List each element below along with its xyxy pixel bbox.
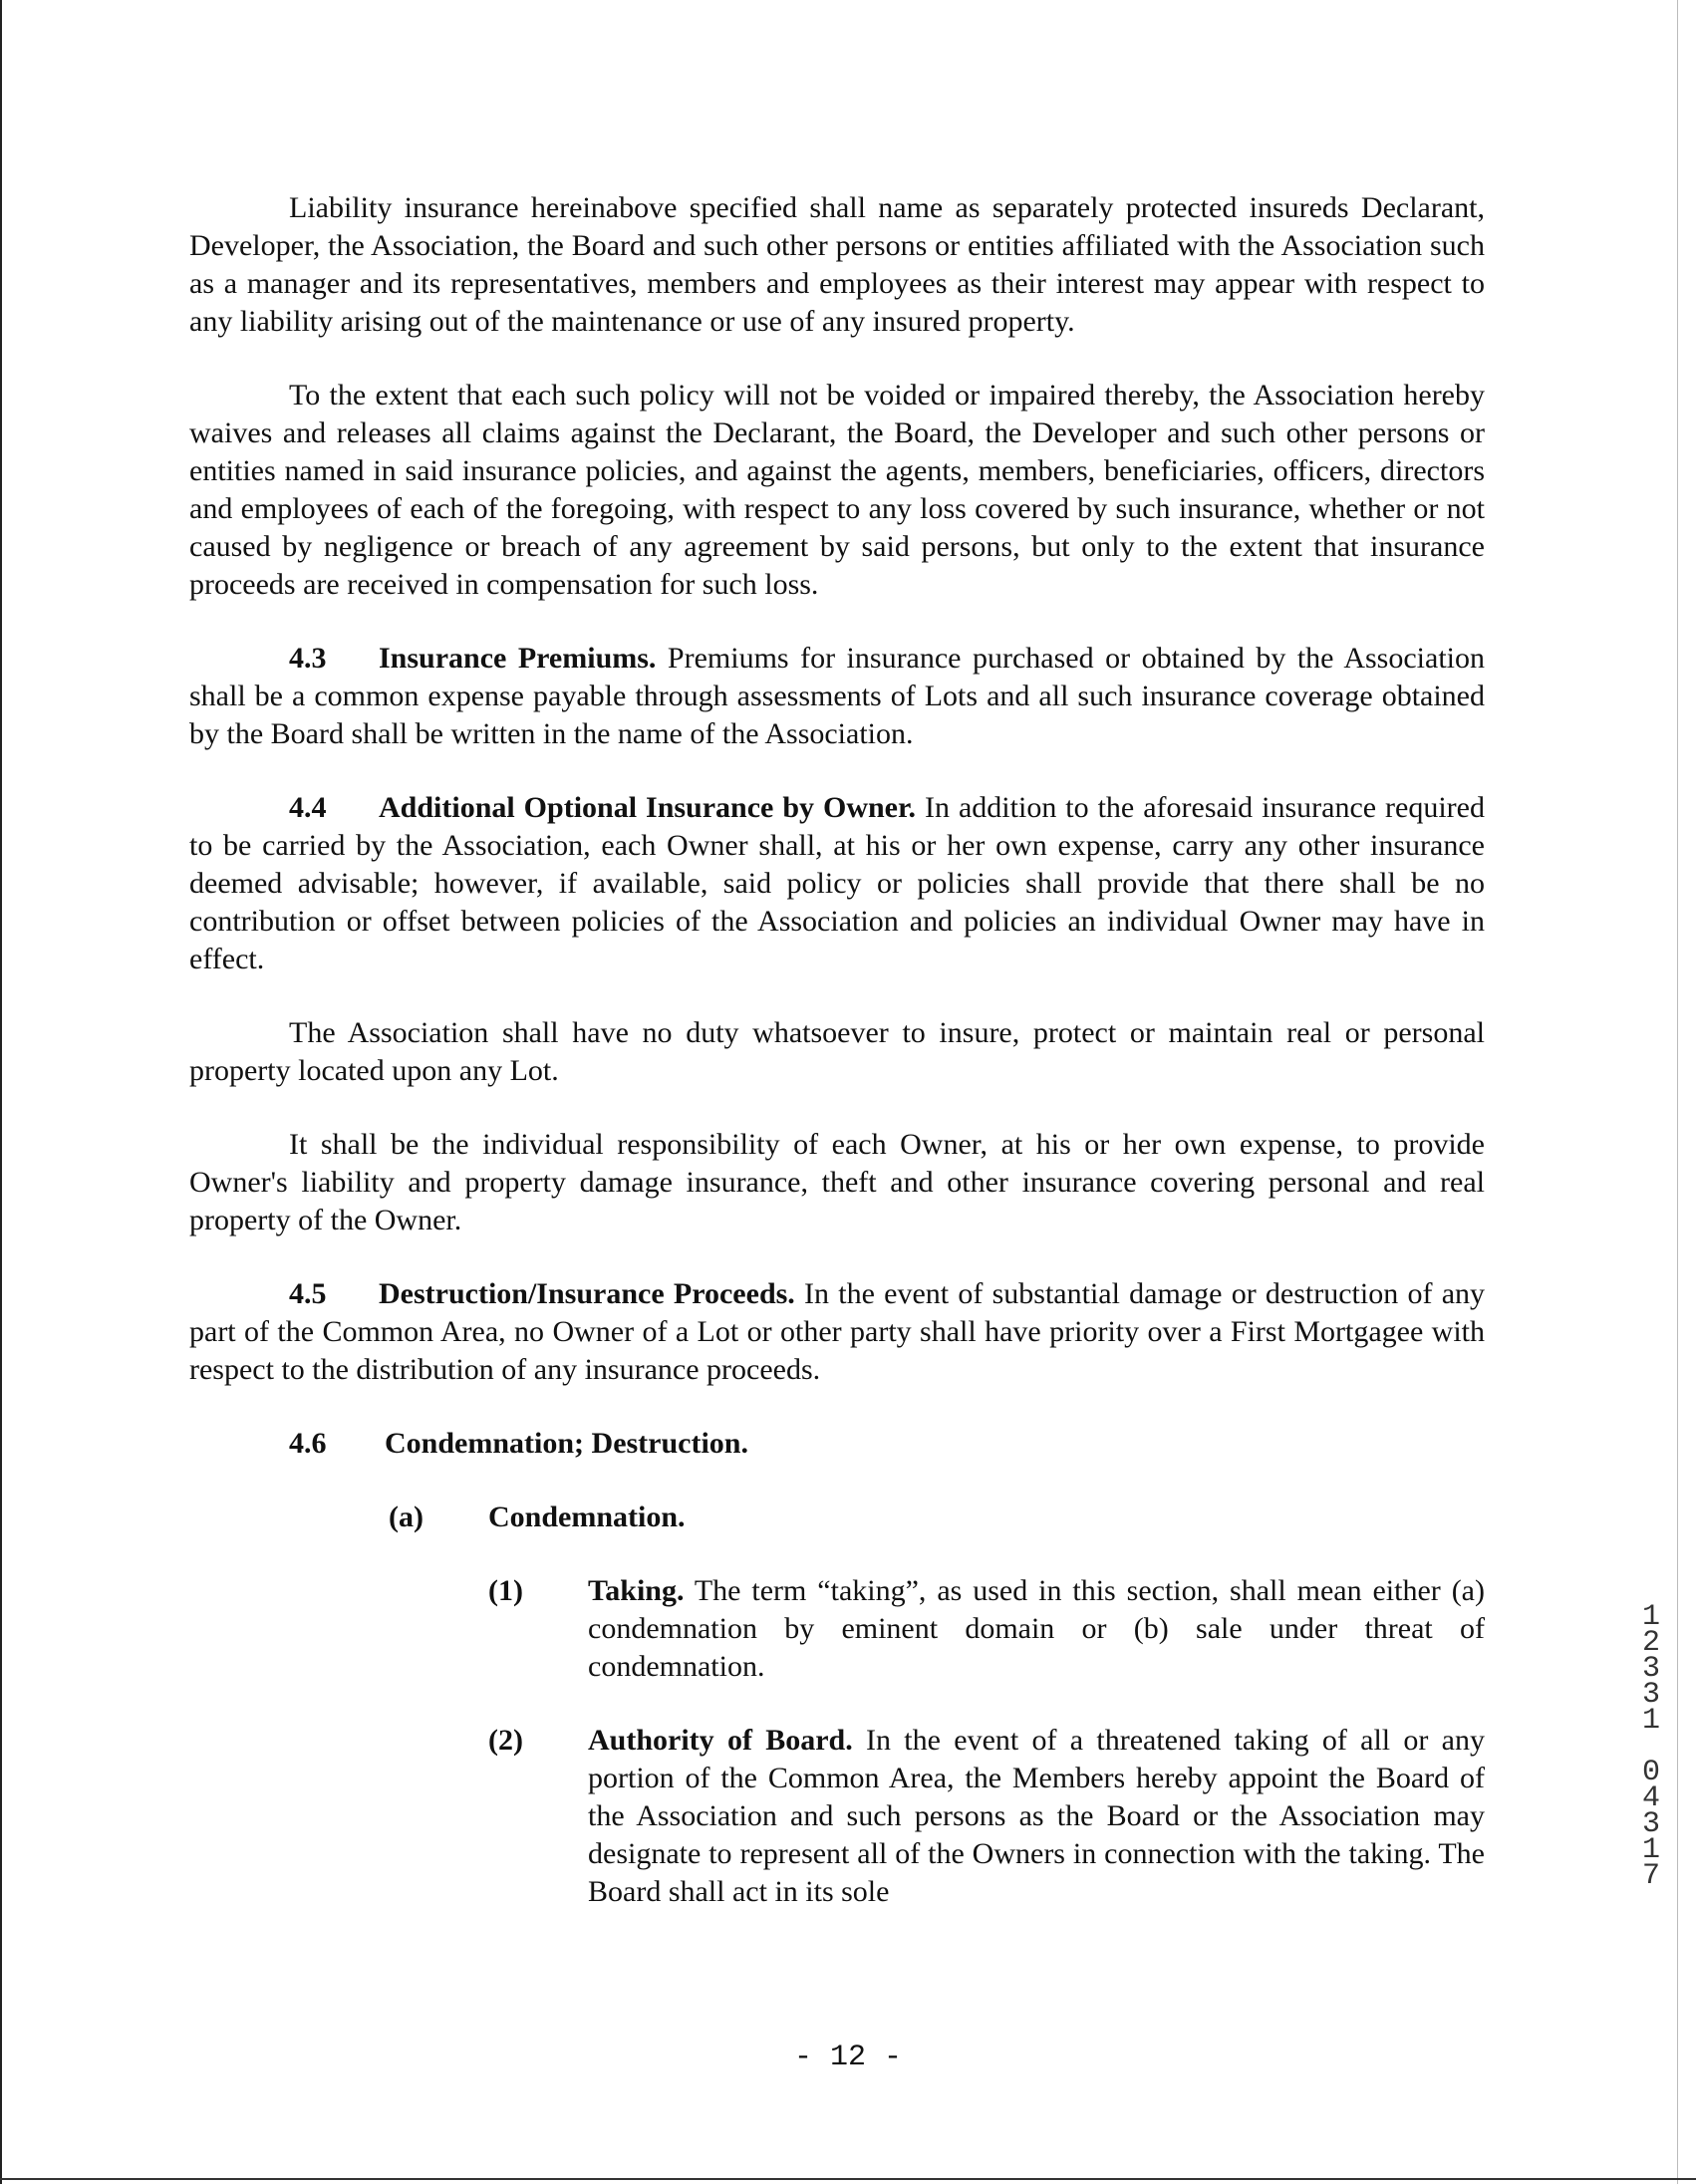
- section-number: 4.5: [289, 1277, 327, 1310]
- recording-digit: 3: [1641, 1652, 1660, 1686]
- subsection-a-heading: [389, 1499, 1485, 1536]
- recording-digit: 0: [1641, 1756, 1660, 1789]
- recording-digit: 3: [1641, 1678, 1660, 1712]
- section-number: 4.6: [289, 1427, 327, 1460]
- item-body: The term “taking”, as used in this section, shall mean either (a) condemnation by eminent domain or (b) sale under threat of condemnation.: [588, 1574, 1485, 1683]
- recording-digit: 3: [1641, 1807, 1660, 1841]
- paragraph-liability-insurance: Liability insurance hereinabove specified shall name as separately protected insureds Declarant, Developer, the Association, the Board and such other persons or entities affiliated with the Association such as a manager and its representatives, members and employees as their interest may appear with respect to any liability arising out of the maintenance or use of any insured property.: [189, 191, 1485, 338]
- recording-number: [1634, 1600, 1668, 1893]
- recording-digit: 1: [1641, 1600, 1660, 1634]
- section-4-5: [189, 1275, 1485, 1389]
- item-taking: [488, 1572, 1485, 1686]
- paragraph-no-duty: The Association shall have no duty whatsoever to insure, protect or maintain real or personal property located upon any Lot.: [189, 1016, 1485, 1087]
- subsection-title: Condemnation.: [488, 1501, 686, 1533]
- item-title: Authority of Board.: [588, 1724, 853, 1757]
- section-body: Premiums for insurance purchased or obtained by the Association shall be a common expense payable through assessments of Lots and all such insurance coverage obtained by the Board shall be written in the name of the Association.: [189, 642, 1485, 750]
- item-authority-of-board: [488, 1722, 1485, 1911]
- section-4-6-heading: [289, 1425, 1485, 1463]
- recording-digit: 2: [1641, 1626, 1660, 1660]
- recording-digit: 4: [1641, 1781, 1660, 1815]
- section-title: Insurance Premiums.: [379, 642, 657, 675]
- section-number: 4.3: [289, 642, 327, 675]
- section-4-3: [189, 640, 1485, 753]
- paragraph-owner-responsibility: It shall be the individual responsibility of each Owner, at his or her own expense, to provide Owner's liability and property damage insurance, theft and other insurance covering personal and real property of the Owner.: [189, 1128, 1485, 1236]
- item-label: (2): [488, 1724, 523, 1757]
- scan-edge-left: [0, 0, 2, 2184]
- page-number: - 12 -: [793, 2041, 903, 2074]
- recording-digit: 7: [1641, 1859, 1660, 1893]
- item-body: In the event of a threatened taking of all or any portion of the Common Area, the Members hereby appoint the Board of the Association and such persons as the Board or the Association may designate to represent all of the Owners in connection with the taking. The Board shall act in its sole: [588, 1724, 1485, 1908]
- subsection-label: (a): [389, 1501, 424, 1533]
- section-title: Destruction/Insurance Proceeds.: [379, 1277, 795, 1310]
- section-body: In addition to the aforesaid insurance required to be carried by the Association, each Owner shall, at his or her own expense, carry any other insurance deemed advisable; however, if available, said policy or policies shall provide that there shall be no contribution or offset between policies of the Association and policies an individual Owner may have in effect.: [189, 791, 1485, 975]
- document-body: [189, 189, 1485, 1947]
- section-number: 4.4: [289, 791, 327, 824]
- scan-edge-bottom: [0, 2178, 1696, 2180]
- section-body: In the event of substantial damage or destruction of any part of the Common Area, no Owner of a Lot or other party shall have priority over a First Mortgagee with respect to the distribution of any insurance proceeds.: [189, 1277, 1486, 1386]
- item-title: Taking.: [588, 1574, 685, 1607]
- recording-digit: 1: [1641, 1833, 1660, 1867]
- section-title: Condemnation; Destruction.: [385, 1427, 748, 1460]
- section-title: Additional Optional Insurance by Owner.: [379, 791, 917, 824]
- scan-edge-right: [1677, 0, 1678, 2184]
- recording-digit: 1: [1641, 1704, 1660, 1738]
- item-label: (1): [488, 1574, 523, 1607]
- paragraph-waiver: To the extent that each such policy will not be voided or impaired thereby, the Association hereby waives and releases all claims against the Declarant, the Board, the Developer and such other persons or entities named in said insurance policies, and against the agents, members, beneficiaries, officers, directors and employees of each of the foregoing, with respect to any loss covered by such insurance, whether or not caused by negligence or breach of any agreement by said persons, but only to the extent that insurance proceeds are received in compensation for such loss.: [189, 379, 1485, 601]
- section-4-4: [189, 789, 1485, 978]
